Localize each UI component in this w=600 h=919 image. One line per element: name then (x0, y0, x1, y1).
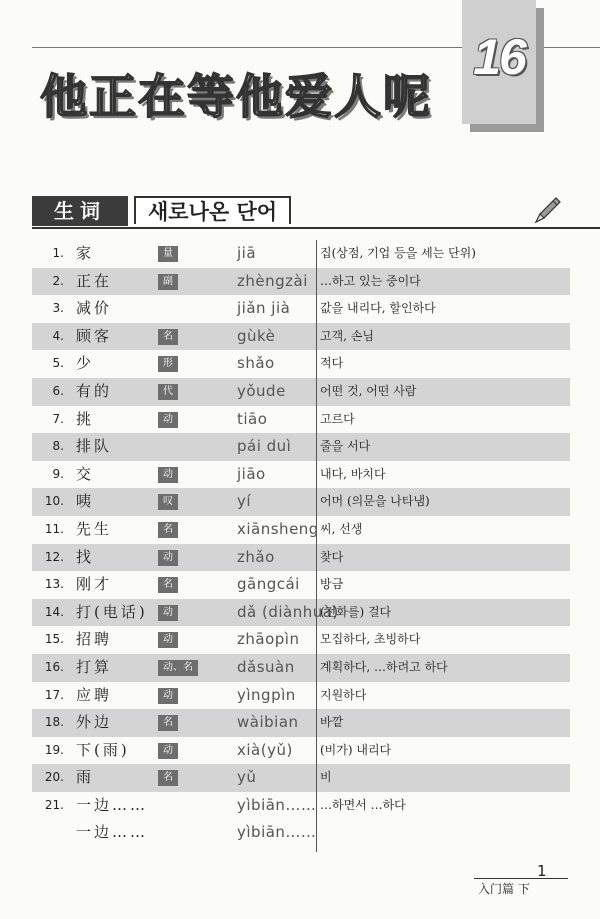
part-of-speech-badge: 动 (158, 412, 178, 428)
vocab-word: 家 (76, 244, 95, 262)
part-of-speech-badge: 动 (158, 688, 178, 704)
part-of-speech-badge: 动 (158, 632, 178, 648)
vocab-pinyin: yìbiān…… (237, 823, 317, 842)
part-of-speech-badge: 名 (158, 329, 178, 345)
vocab-row (32, 544, 570, 572)
vocab-meaning: (비가) 내리다 (320, 742, 392, 757)
vocab-row (32, 461, 570, 489)
vocab-meaning: 집(상점, 기업 등을 세는 단위) (320, 246, 476, 260)
vocab-pinyin: jiǎn jià (237, 299, 291, 318)
vocab-meaning: 비 (320, 770, 332, 785)
vocab-pinyin: gùkè (237, 326, 276, 345)
vocab-number: 12. (44, 549, 64, 564)
vocab-word: 刚才 (76, 575, 113, 594)
vocab-number: 11. (44, 521, 64, 536)
vocab-pinyin: yǔ (237, 768, 257, 787)
vocab-word: 挑 (76, 409, 95, 428)
vocab-meaning: 줄을 서다 (320, 439, 371, 454)
footer-rule (474, 878, 568, 879)
vocab-word: 打(电话) (76, 602, 148, 621)
vocab-meaning: 지원하다 (320, 687, 367, 702)
part-of-speech-badge: 代 (158, 384, 178, 400)
vocab-row (32, 378, 570, 406)
vocab-meaning: 찾다 (320, 549, 344, 564)
vocab-row (32, 819, 570, 847)
vocab-number: 10. (44, 494, 64, 509)
vocab-row (32, 240, 570, 268)
page-number: 1 (537, 862, 547, 880)
vocab-number: 17. (44, 687, 64, 702)
vocab-row (32, 516, 570, 544)
vocab-meaning: 값을 내리다, 할인하다 (320, 301, 436, 316)
vocab-word: 招聘 (76, 630, 113, 649)
part-of-speech-badge: 副 (158, 274, 178, 290)
vocab-meaning: 모집하다, 초빙하다 (320, 632, 421, 647)
vocab-meaning: …하고 있는 중이다 (320, 273, 421, 288)
part-of-speech-badge: 动 (158, 550, 178, 566)
vocab-number: 3. (52, 301, 64, 316)
vocab-number: 8. (52, 439, 64, 454)
vocab-number: 7. (52, 411, 64, 426)
vocab-meaning: 어떤 것, 어떤 사람 (320, 383, 417, 398)
vocab-word: 先生 (76, 519, 113, 538)
vocab-row (32, 350, 570, 378)
vocab-row (32, 571, 570, 599)
vocab-pinyin: dǎ (diànhuà) (237, 602, 339, 621)
vocab-pinyin: wàibian (237, 713, 299, 732)
vocab-row (32, 626, 570, 654)
vocab-pinyin: zhāopìn (237, 630, 300, 649)
vocab-word: 咦 (76, 492, 95, 511)
vocab-list (32, 240, 570, 847)
meaning-column-divider (316, 240, 317, 852)
vocab-row (32, 792, 570, 820)
vocab-meaning: 어머 (의문을 나타냄) (320, 494, 430, 509)
vocab-number: 4. (52, 328, 64, 343)
vocab-pinyin: xiānsheng (237, 519, 319, 538)
vocab-word: 找 (76, 547, 95, 566)
vocab-meaning: 계획하다, …하려고 하다 (320, 659, 448, 674)
vocab-number: 5. (52, 356, 64, 371)
lesson-number-box (462, 0, 536, 124)
vocab-number: 19. (44, 742, 64, 757)
vocab-number: 20. (44, 770, 64, 785)
vocab-row (32, 764, 570, 792)
vocab-meaning: 씨, 선생 (320, 521, 363, 536)
vocab-word: 排队 (76, 437, 113, 456)
vocab-pinyin: yìngpìn (237, 685, 296, 704)
vocab-number: 15. (44, 632, 64, 647)
vocab-pinyin: pái duì (237, 437, 292, 456)
vocab-word: 有的 (76, 381, 113, 400)
vocab-number: 13. (44, 577, 64, 592)
vocab-pinyin: jiāo (237, 464, 266, 483)
part-of-speech-badge: 叹 (158, 494, 178, 510)
vocab-pinyin: yìbiān…… (237, 795, 317, 814)
vocab-meaning: 바깥 (320, 715, 344, 730)
vocab-pinyin: tiāo (237, 409, 268, 428)
vocab-row (32, 737, 570, 765)
vocab-word: 减价 (76, 299, 113, 318)
part-of-speech-badge: 形 (158, 356, 178, 372)
vocab-row (32, 709, 570, 737)
part-of-speech-badge: 名 (158, 770, 178, 786)
part-of-speech-badge: 动 (158, 605, 178, 621)
vocab-word: 下(雨) (76, 740, 130, 759)
section-rule (32, 227, 600, 229)
vocab-row (32, 433, 570, 461)
vocab-pinyin: yǒude (237, 381, 286, 400)
vocab-meaning: 고객, 손님 (320, 328, 374, 343)
vocab-row (32, 323, 570, 351)
vocab-pinyin: zhèngzài (237, 271, 308, 290)
vocab-pinyin: gāngcái (237, 575, 300, 594)
vocab-word: 一边…… (76, 823, 149, 842)
part-of-speech-badge: 动 (158, 467, 178, 483)
vocab-pinyin: dǎsuàn (237, 657, 295, 676)
vocab-pinyin: xià(yǔ) (237, 740, 293, 759)
vocab-number: 2. (52, 273, 64, 288)
vocab-meaning: 적다 (320, 356, 344, 371)
vocab-number: 6. (52, 383, 64, 398)
part-of-speech-badge: 名 (158, 577, 178, 593)
book-label: 入门篇 下 (478, 882, 530, 896)
section-label-cn: 生词 (32, 196, 128, 226)
vocab-row (32, 406, 570, 434)
section-label-ko: 새로나온 단어 (134, 196, 291, 224)
vocab-word: 一边…… (76, 795, 149, 814)
lesson-title: 他正在等他爱人呢 (40, 70, 432, 125)
vocab-row (32, 295, 570, 323)
lesson-number: 16 (473, 29, 525, 85)
vocab-word: 顾客 (76, 326, 113, 345)
part-of-speech-badge: 名 (158, 715, 178, 731)
vocab-pinyin: yí (237, 492, 252, 511)
part-of-speech-badge: 动、名 (158, 660, 198, 676)
vocab-pinyin: shǎo (237, 354, 275, 373)
vocab-number: 14. (44, 604, 64, 619)
vocab-meaning: 방금 (320, 577, 344, 592)
vocab-meaning: …하면서 …하다 (320, 797, 406, 812)
vocab-row (32, 654, 570, 682)
vocab-number: 1. (52, 246, 64, 260)
vocab-number: 21. (44, 797, 64, 812)
vocab-meaning: (전화를) 걸다 (320, 604, 392, 619)
vocab-number: 9. (52, 466, 64, 481)
part-of-speech-badge: 动 (158, 743, 178, 759)
vocab-number: 18. (44, 715, 64, 730)
vocab-pinyin: jiā (237, 244, 257, 262)
part-of-speech-badge: 量 (158, 246, 178, 262)
vocab-word: 打算 (76, 657, 113, 676)
vocab-meaning: 고르다 (320, 411, 355, 426)
vocab-word: 雨 (76, 768, 95, 787)
vocab-number: 16. (44, 659, 64, 674)
vocab-row (32, 488, 570, 516)
vocab-row (32, 268, 570, 296)
part-of-speech-badge: 名 (158, 522, 178, 538)
vocab-word: 应聘 (76, 685, 113, 704)
vocab-word: 少 (76, 354, 95, 373)
vocab-pinyin: zhǎo (237, 547, 275, 566)
vocab-word: 外边 (76, 713, 113, 732)
pencil-icon (528, 192, 564, 228)
vocab-word: 交 (76, 464, 95, 483)
vocab-row (32, 682, 570, 710)
vocab-word: 正在 (76, 271, 113, 290)
vocab-row (32, 599, 570, 627)
section-header (32, 196, 291, 226)
vocab-meaning: 내다, 바치다 (320, 466, 386, 481)
